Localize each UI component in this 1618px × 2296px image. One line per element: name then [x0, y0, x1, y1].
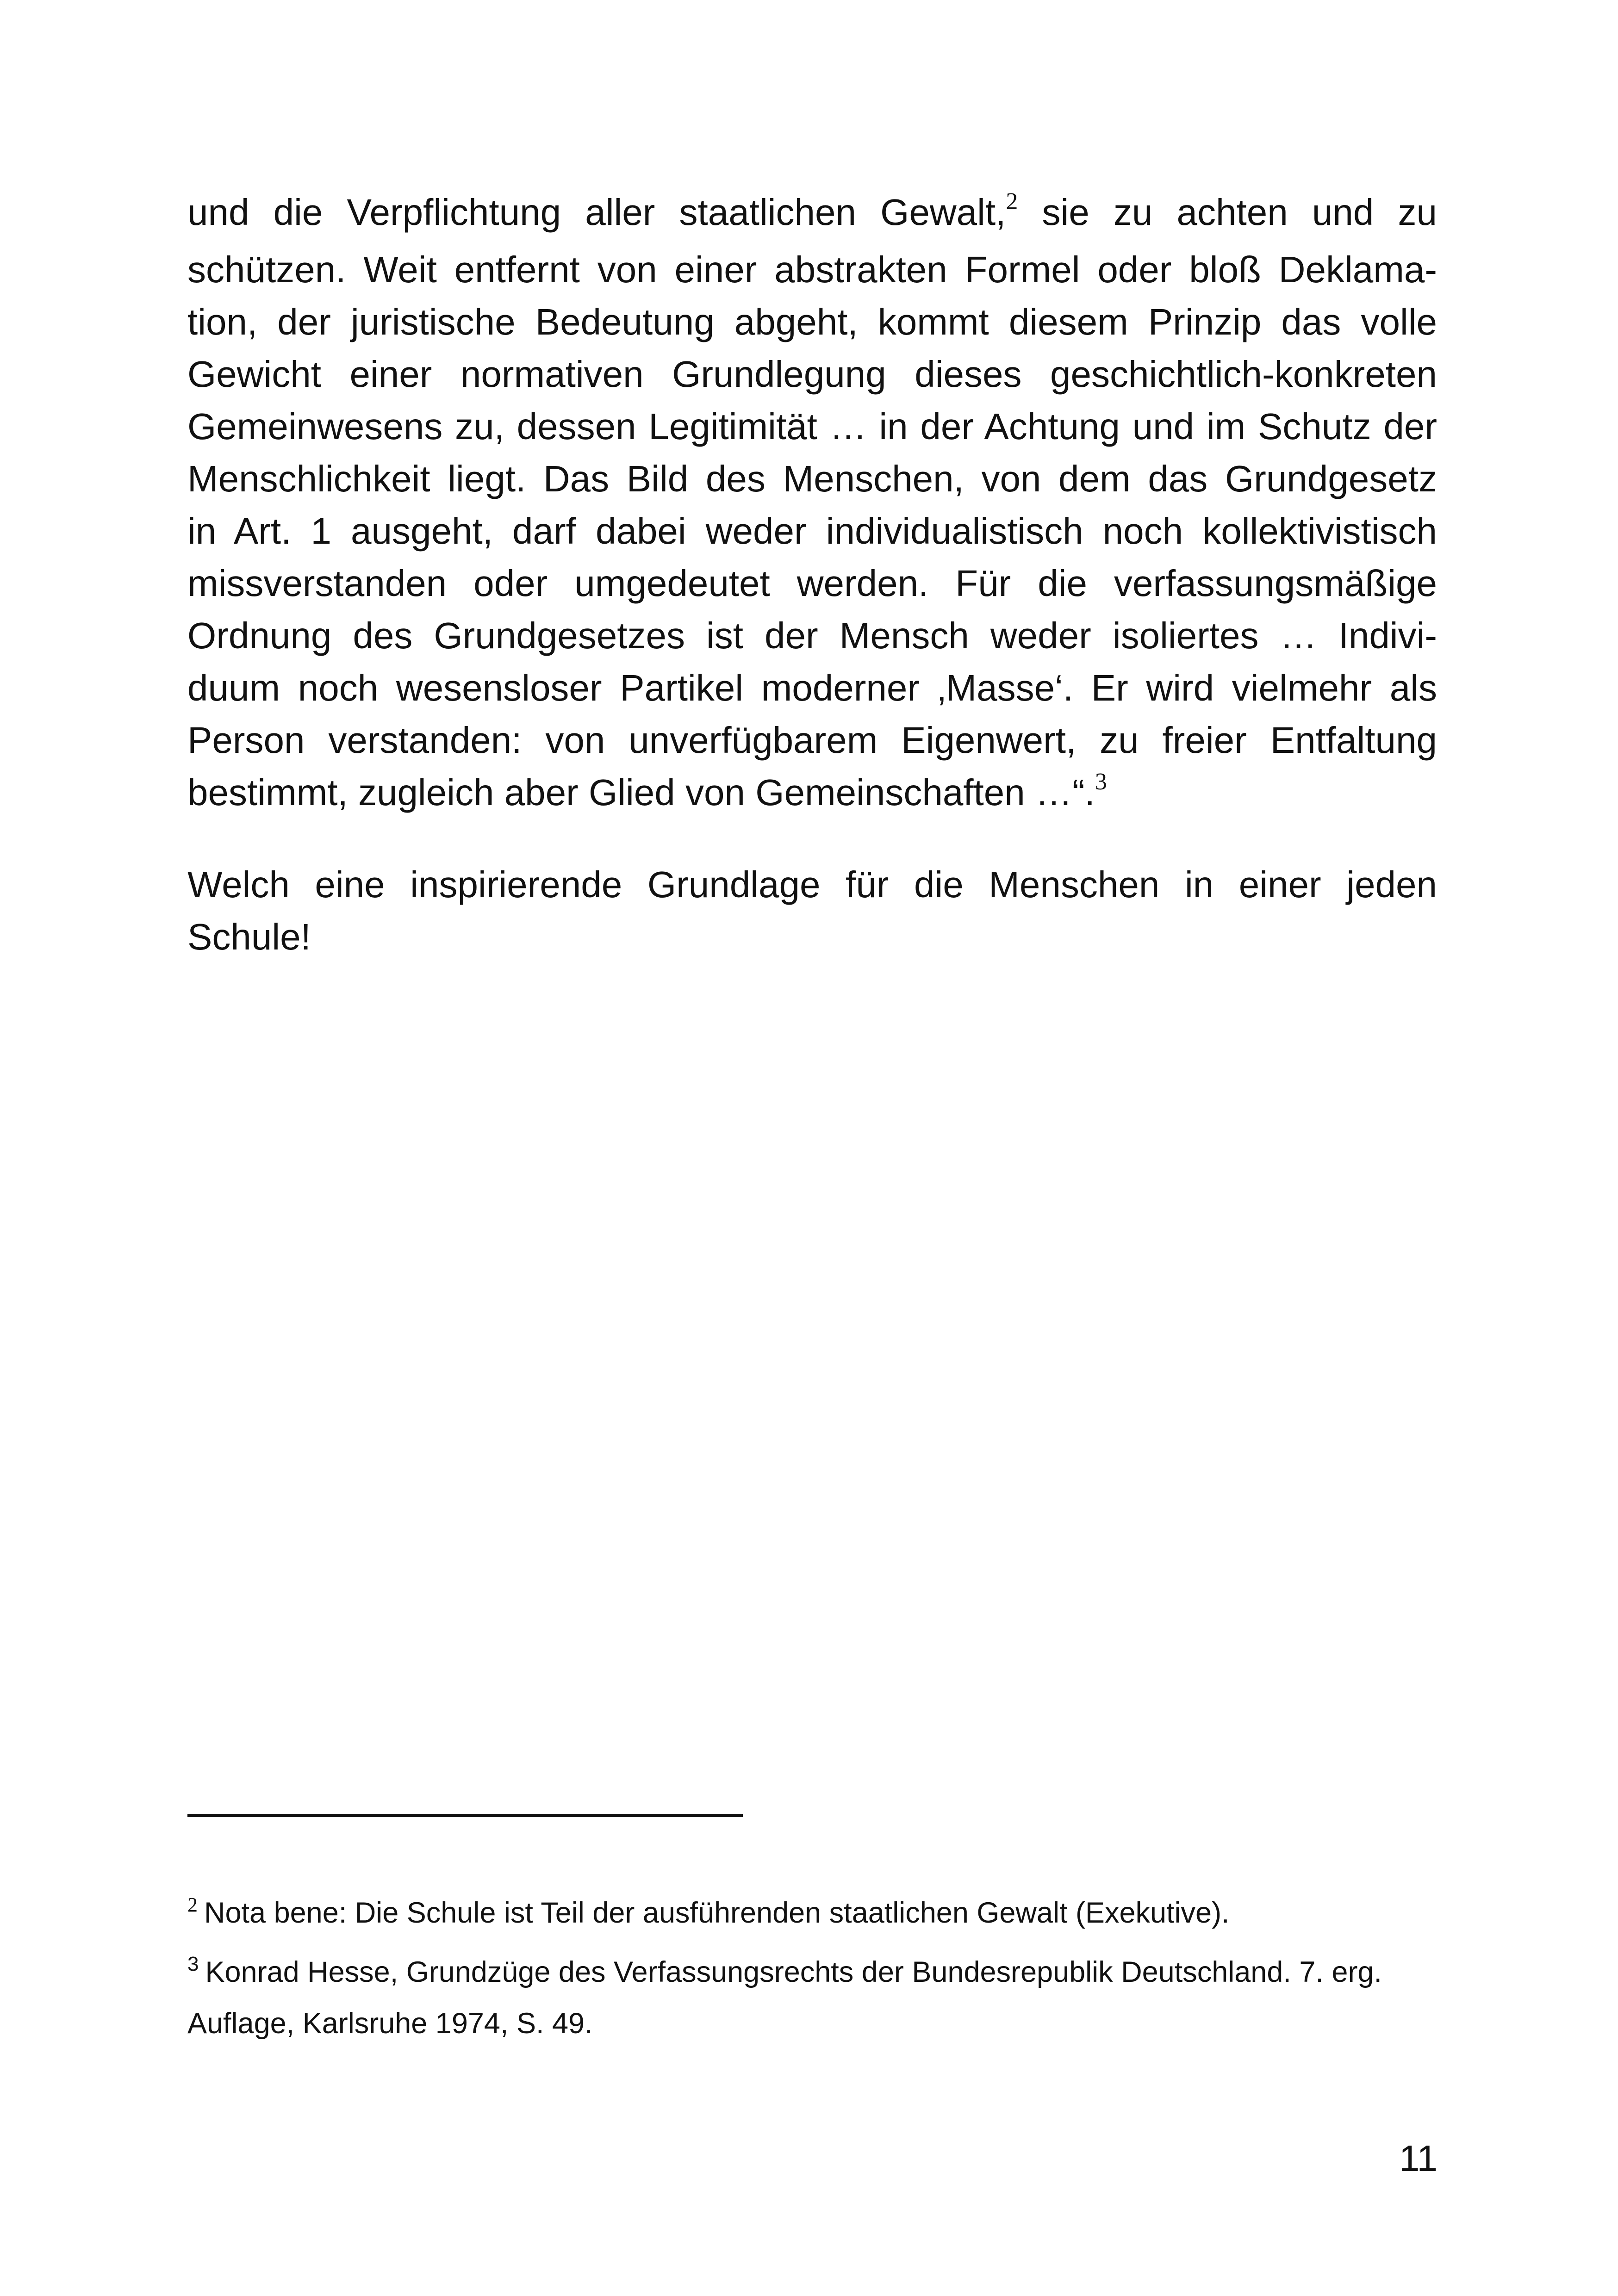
- footnote-text: Auflage, Karlsruhe 1974, S. 49.: [187, 2007, 593, 2040]
- footnote-mark: 3: [187, 1953, 199, 1975]
- text-line: [187, 186, 1437, 243]
- text-line: Gemeinwesens zu, dessen Legitimität … in der Achtung und im Schutz der: [187, 406, 1437, 447]
- text-segment: bestimmt, zugleich aber Glied von Gemeinschaften …“.: [187, 772, 1095, 813]
- text-line: Welch eine inspirierende Grundlage für die Menschen in einer jeden: [187, 864, 1437, 905]
- text-line: Menschlichkeit liegt. Das Bild des Menschen, von dem das Grundgesetz: [187, 458, 1437, 499]
- footnote-reference[interactable]: 3: [1095, 769, 1107, 795]
- body-paragraph: [187, 186, 1437, 824]
- text-line: [187, 766, 1437, 824]
- text-segment: und die Verpflichtung aller staatlichen Gewalt,: [187, 192, 1006, 233]
- text-line: Ordnung des Grundgesetzes ist der Mensch weder isoliertes … Indivi-: [187, 615, 1437, 656]
- text-line: Schule!: [187, 916, 311, 957]
- page-number: 11: [1399, 2138, 1438, 2179]
- text-segment: sie zu achten und zu: [1042, 192, 1438, 233]
- footnote-text: Konrad Hesse, Grundzüge des Verfassungsrechts der Bundesrepublik Deutschland. 7. erg.: [205, 1956, 1382, 1988]
- text-line: duum noch wesensloser Partikel moderner ‚Masse‘. Er wird vielmehr als: [187, 667, 1437, 708]
- footnote: [187, 1889, 1465, 1940]
- footnote: [187, 1948, 1465, 2048]
- footnote-text: Nota bene: Die Schule ist Teil der ausführenden staatlichen Gewalt (Exekutive).: [204, 1897, 1230, 1929]
- text-line: schützen. Weit entfernt von einer abstrakten Formel oder bloß Deklama-: [187, 249, 1437, 290]
- text-line: missverstanden oder umgedeutet werden. Für die verfassungsmäßige: [187, 563, 1437, 604]
- body-paragraph: [187, 858, 1437, 963]
- footnote-mark: 2: [187, 1893, 198, 1916]
- text-line: tion, der juristische Bedeutung abgeht, kommt diesem Prinzip das volle: [187, 301, 1437, 342]
- footnote-separator: [187, 1814, 743, 1817]
- text-line: in Art. 1 ausgeht, darf dabei weder individualistisch noch kollektivistisch: [187, 510, 1437, 552]
- footnote-reference[interactable]: 2: [1006, 188, 1018, 215]
- text-line: Person verstanden: von unverfügbarem Eigenwert, zu freier Entfaltung: [187, 720, 1437, 761]
- text-line: Gewicht einer normativen Grundlegung dieses geschichtlich-konkreten: [187, 354, 1437, 395]
